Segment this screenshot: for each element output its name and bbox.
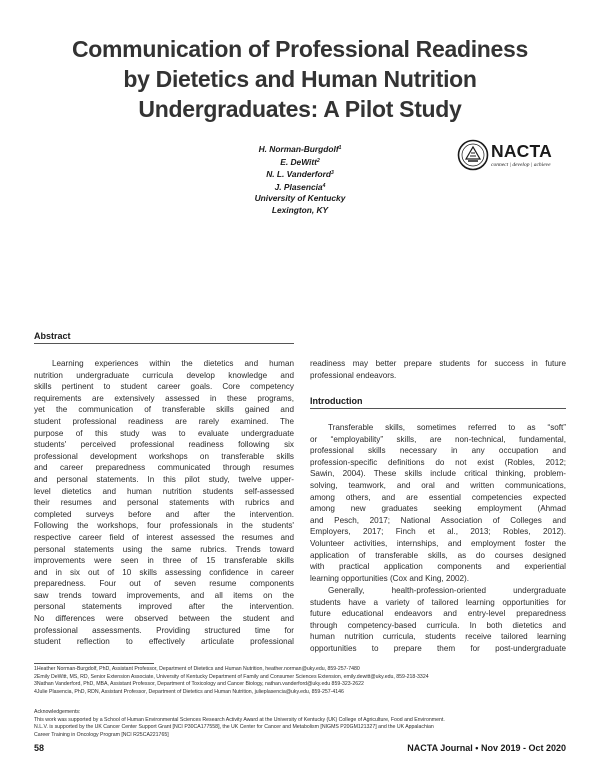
text-line: student reflection to effectively articulate professional (34, 637, 294, 647)
text-line: among others, and are essential competencies expected (310, 492, 566, 502)
author: J. Plasencia$^4$ (274, 181, 326, 192)
text-line: professional skills necessary in any occupation and (310, 446, 566, 456)
text-line: Learning experiences within the dietetics and human (52, 359, 294, 368)
logo-tagline: connect | develop | achieve (491, 162, 551, 168)
text-line: through competency-based curricula. In both dietetics and (310, 620, 566, 630)
title-line: by Dietetics and Human Nutrition (123, 66, 477, 92)
footnote: 4Julie Plasencia, PhD, RDN, Assistant Professor, Department of Dietetics and Human Nutrition, julieplasencia@uky.edu, 859-257-4146 (34, 688, 344, 695)
text-line: Generally, health-profession-oriented undergraduate (328, 586, 566, 595)
acknowledgements (34, 709, 574, 739)
text-line: personal statements using the same rubrics. Trends toward (34, 544, 294, 554)
footnote: 2Emily DeWitt, MS, RD, Senior Extension Associate, University of Kentucky Department of Family and Consumer Sciences Extension, emily.dewitt@uky.edu, 859-218-3324 (34, 673, 429, 680)
nacta-seal-icon (457, 139, 489, 171)
text-line: level dietetics and human nutrition students self-assessed (34, 486, 294, 496)
text-line: Employers, 2017; Finch et al., 2013; Robles, 2012). (310, 527, 566, 537)
text-line: with practical application components and experiential (310, 562, 566, 572)
text-line: readiness may better prepare students for success in future (310, 359, 566, 368)
text-line: professional assessments. Providing structured time for (34, 625, 294, 635)
text-line: purpose of this study was to evaluate undergraduate (34, 428, 294, 438)
title-line: Communication of Professional Readiness (71, 36, 529, 62)
footnote: 1Heather Norman-Burgdolf, PhD, Assistant Professor, Department of Dietetics and Human Nutrition, heather.norman@uky.edu, 859-257-7480 (34, 666, 360, 672)
introduction-heading: Introduction (310, 394, 566, 409)
journal-footer: NACTA Journal • Nov 2019 - Oct 2020 (407, 743, 566, 753)
acknowledgements-line: Career Training in Oncology Program [NCI R25CA221765] (34, 731, 169, 738)
affiliation: University of Kentucky (254, 193, 346, 203)
text-line: human nutrition curricula, students receive tailored learning (310, 632, 566, 642)
author-footnotes (34, 666, 574, 696)
text-line: profession-specific definitions do not exist (Robles, 2012; (310, 457, 566, 467)
abstract-text (34, 358, 294, 648)
author: N. L. Vanderford$^3$ (266, 169, 334, 179)
text-line: nutrition undergraduate curricula develop knowledge and (34, 370, 294, 380)
logo-wordmark: NACTA (491, 141, 552, 161)
text-line: learning opportunities (Cox and King, 2002). (310, 573, 469, 583)
text-line: students' perceived professional readiness following six (34, 440, 294, 450)
text-line: and Pesch, 2017; National Association of Colleges and (310, 515, 566, 525)
nacta-logo (457, 137, 567, 177)
title-line: Undergraduates: A Pilot Study (138, 96, 462, 122)
text-line: student professional readiness are rarely examined. The (34, 416, 294, 426)
text-line: preparedness. Four out of seven resume components (34, 579, 294, 589)
text-line: requirements are extensively assessed in these programs, (34, 393, 294, 403)
text-line: future educational endeavors and entry-level preparedness (310, 609, 566, 619)
text-line: professional endeavors. (310, 370, 397, 380)
text-line: their resumes and personal statements with rubrics and (34, 498, 294, 508)
introduction-paragraph (310, 422, 566, 584)
text-line: Sawin, 2004). These skills include critical thinking, problem- (310, 469, 566, 479)
text-line: yet the communication of transferable skills gained and (34, 405, 294, 415)
author-block (200, 143, 400, 216)
text-line: Volunteer activities, internships, and employment foster the (310, 538, 566, 548)
text-line: and career preparedness communicated through resumes (34, 463, 294, 473)
text-line: No differences were observed between the student and (34, 614, 294, 624)
text-line: saw trends toward improvements, and all items on the (34, 590, 294, 600)
text-line: and in six out of 10 skills assessing confidence in career (34, 567, 294, 577)
abstract-continuation (310, 358, 566, 381)
text-line: Transferable skills, sometimes referred to as “soft” (328, 423, 566, 432)
text-line: skills pertinent to student career goals. Core competency (34, 382, 294, 392)
text-line: among new graduates seeking employment (Ahmad (310, 504, 566, 514)
author: E. DeWitt$^2$ (280, 156, 320, 167)
text-line: completed surveys before and after the intervention. (34, 509, 294, 519)
text-line: improvements were seen in three of 15 transferable skills (34, 556, 294, 566)
author: H. Norman-Burgdolf$^1$ (258, 144, 342, 154)
introduction-paragraph (310, 585, 566, 655)
acknowledgements-line: This work was supported by a School of Human Environmental Sciences Research Activity Award at the University of Kentucky (UK) College of Agriculture, Food and Environment. (34, 716, 445, 723)
paper-title (40, 34, 560, 124)
text-line: or “employability” skills, are non-technical, fundamental, (310, 434, 566, 444)
location: Lexington, KY (271, 204, 329, 215)
text-line: students have a variety of tailored learning opportunities for (310, 597, 566, 607)
acknowledgements-heading: Acknowledgements: (34, 709, 81, 715)
text-line: Following the workshops, four professionals in the students' (34, 521, 294, 531)
footnote: 3Nathan Vanderford, PhD, MBA, Assistant Professor, Department of Toxicology and Cancer Biology, nathan.vanderford@uky.edu 859-323-2622 (34, 681, 364, 688)
abstract-heading: Abstract (34, 329, 294, 344)
text-line: solving, teamwork, and oral and written communications, (310, 480, 566, 490)
acknowledgements-line: N.L.V. is supported by the UK Cancer Center Support Grant [NCI P30CA177558], the UK Center for Cancer and Metabolism [NIGMS P20GM121327] and the UK Appalachian (34, 724, 434, 731)
text-line: application of transferable skills, as do courses designed (310, 550, 566, 560)
footnote-divider (34, 663, 154, 664)
text-line: and personal statements. In this pilot study, twelve upper- (34, 474, 294, 484)
text-line: opportunities to prepare them for post-undergraduate (310, 643, 566, 653)
text-line: respective career field of interest assessed the resumes and (34, 532, 294, 542)
text-line: professional development workshops on transferable skills (34, 451, 294, 461)
page-number: 58 (34, 743, 45, 753)
text-line: personal statements improved after the intervention. (34, 602, 294, 612)
